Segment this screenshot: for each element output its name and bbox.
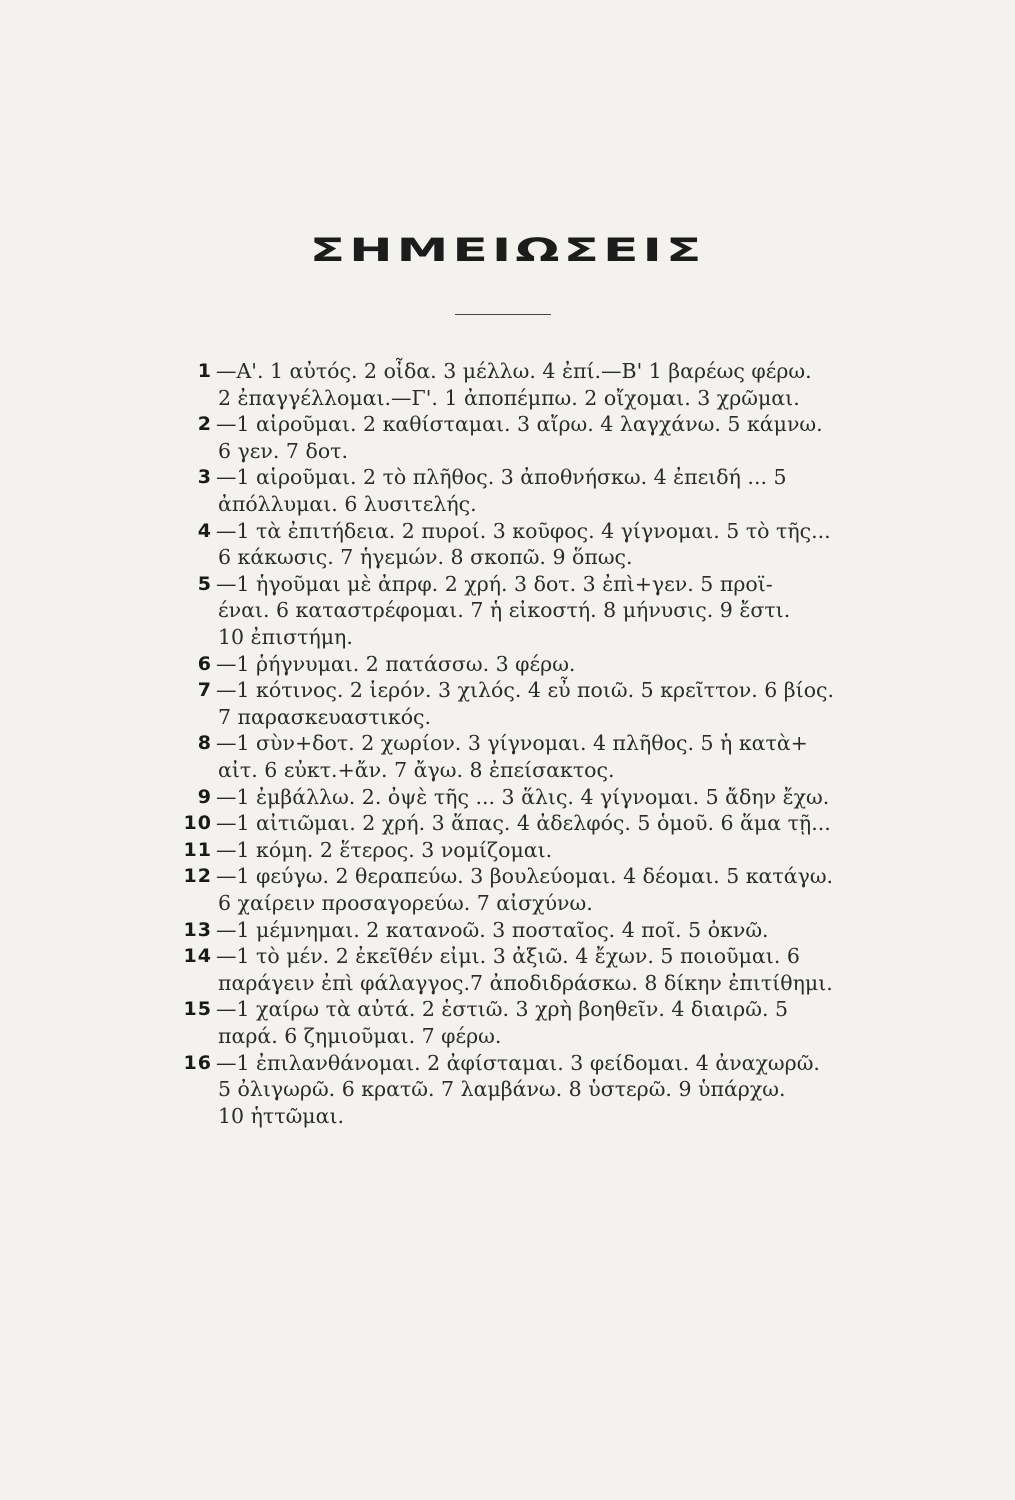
note-number: 1	[197, 360, 212, 382]
note-line: αἰτ. 6 εὐκτ.+ἄν. 7 ἄγω. 8 ἐπείσακτος.	[218, 758, 615, 782]
note-line: παρά. 6 ζημιοῦμαι. 7 φέρω.	[218, 1024, 502, 1048]
note-line: —Α'. 1 αὐτός. 2 οἶδα. 3 μέλλω. 4 ἐπί.—Β' 1 βαρέως φέρω.	[216, 359, 812, 383]
note-line: 6 γεν. 7 δοτ.	[218, 438, 349, 463]
note-number: 6	[197, 652, 212, 675]
note-line: 6 χαίρειν προσαγορεύω. 7 αἰσχύνω.	[218, 891, 593, 915]
note-line: 7 παρασκευαστικός.	[218, 704, 432, 729]
note-line: —1 ῥήγνυμαι. 2 πατάσσω. 3 φέρω.	[216, 651, 576, 676]
note-line: —1 τὸ μέν. 2 ἐκεῖθέν εἰμι. 3 ἀξιῶ. 4 ἔχων. 5 ποιοῦμαι. 6	[216, 944, 800, 969]
note-line: —1 ἐμβάλλω. 2. ὀψὲ τῆς ... 3 ἅλις. 4 γίγνομαι. 5 ἄδην ἔχω.	[216, 784, 830, 809]
note-line: —1 τὰ ἐπιτήδεια. 2 πυροί. 3 κοῦφος. 4 γίγνομαι. 5 τὸ τῆς...	[216, 518, 831, 543]
note-line: έναι. 6 καταστρέφομαι. 7 ἡ εἰκοστή. 8 μήνυσις. 9 ἔστι.	[218, 598, 791, 623]
note-number: 11	[183, 838, 212, 861]
note-line: 10 ἐπιστήμη.	[218, 625, 353, 649]
note-line: —1 κόμη. 2 ἕτερος. 3 νομίζομαι.	[216, 837, 553, 862]
note-number: 9	[197, 785, 212, 808]
note-line: 5 ὀλιγωρῶ. 6 κρατῶ. 7 λαμβάνω. 8 ὑστερῶ. 9 ὑπάρχω.	[218, 1077, 786, 1102]
note-number: 7	[197, 679, 212, 702]
note-line: —1 σὺν+δοτ. 2 χωρίον. 3 γίγνομαι. 4 πλῆθος. 5 ἡ κατὰ+	[216, 731, 808, 756]
note-line: 10 ἡττῶμαι.	[218, 1103, 345, 1128]
note-line: —1 αἱροῦμαι. 2 καθίσταμαι. 3 αἴρω. 4 λαγχάνω. 5 κάμνω.	[216, 412, 823, 437]
note-number: 8	[197, 732, 212, 755]
note-line: ἀπόλλυμαι. 6 λυσιτελής.	[218, 492, 477, 516]
note-number: 5	[197, 572, 212, 595]
note-number: 3	[197, 466, 212, 489]
note-line: —1 αἰτιῶμαι. 2 χρή. 3 ἅπας. 4 ἀδελφός. 5 ὁμοῦ. 6 ἅμα τῇ...	[216, 811, 831, 836]
note-line: —1 ἡγοῦμαι μὲ ἀπρφ. 2 χρή. 3 δοτ. 3 ἐπὶ+γεν. 5 προϊ-	[216, 571, 773, 596]
note-line: —1 αἱροῦμαι. 2 τὸ πλῆθος. 3 ἀποθνήσκω. 4 ἐπειδή ... 5	[216, 465, 787, 490]
note-line: —1 φεύγω. 2 θεραπεύω. 3 βουλεύομαι. 4 δέομαι. 5 κατάγω.	[216, 864, 834, 889]
note-line: —1 χαίρω τὰ αὐτά. 2 ἑστιῶ. 3 χρὴ βοηθεῖν. 4 διαιρῶ. 5	[216, 997, 789, 1022]
note-number: 16	[183, 1051, 212, 1074]
note-number: 10	[183, 812, 212, 835]
note-number: 12	[183, 865, 212, 888]
title-rule	[455, 314, 551, 315]
note-line: 6 κάκωσις. 7 ἡγεμών. 8 σκοπῶ. 9 ὅπως.	[218, 545, 633, 570]
note-number: 4	[197, 519, 212, 542]
note-number: 15	[183, 998, 212, 1021]
note-number: 13	[183, 918, 212, 941]
note-number: 2	[197, 413, 212, 436]
note-line: —1 μέμνημαι. 2 κατανοῶ. 3 ποσταῖος. 4 ποῖ. 5 ὀκνῶ.	[216, 917, 769, 942]
note-line: παράγειν ἐπὶ φάλαγγος.7 ἀποδιδράσκω. 8 δίκην ἐπιτίθημι.	[218, 970, 833, 995]
note-line: 2 ἐπαγγέλλομαι.—Γ'. 1 ἀποπέμπω. 2 οἴχομαι. 3 χρῶμαι.	[218, 385, 800, 410]
note-line: —1 κότινος. 2 ἱερόν. 3 χιλός. 4 εὖ ποιῶ. 5 κρεῖττον. 6 βίος.	[216, 678, 835, 703]
page-title: ΣΗΜΕΙΩΣΕΙΣ	[309, 232, 706, 270]
note-line: —1 ἐπιλανθάνομαι. 2 ἀφίσταμαι. 3 φείδομαι. 4 ἀναχωρῶ.	[216, 1050, 820, 1075]
note-number: 14	[183, 945, 212, 968]
